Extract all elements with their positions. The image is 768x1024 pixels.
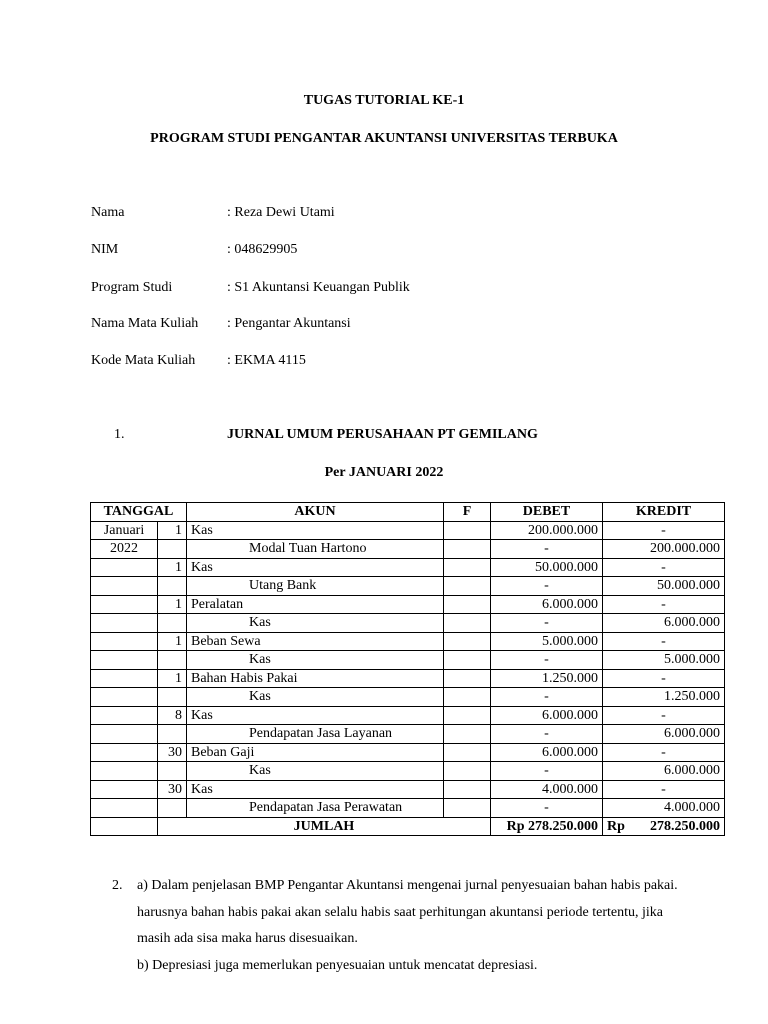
cell-day — [158, 688, 187, 707]
cell-kredit: - — [603, 632, 725, 651]
header-debet: DEBET — [491, 503, 603, 522]
cell-kredit: 4.000.000 — [603, 799, 725, 818]
cell-day: 30 — [158, 780, 187, 799]
cell-day: 1 — [158, 521, 187, 540]
cell-day — [158, 577, 187, 596]
cell-kredit: 5.000.000 — [603, 651, 725, 670]
cell-akun-debit: Kas — [187, 558, 444, 577]
cell-debet: 6.000.000 — [491, 706, 603, 725]
identity-label-nama: Nama — [91, 205, 125, 220]
table-row — [91, 558, 725, 577]
cell-month — [91, 762, 158, 781]
cell-month — [91, 651, 158, 670]
table-row — [91, 595, 725, 614]
identity-value-nama: : Reza Dewi Utami — [227, 205, 335, 220]
cell-f — [444, 688, 491, 707]
total-kredit-value: 278.250.000 — [650, 818, 720, 834]
cell-akun-debit: Bahan Habis Pakai — [187, 669, 444, 688]
cell-debet: - — [491, 762, 603, 781]
cell-f — [444, 595, 491, 614]
cell-akun-debit: Beban Gaji — [187, 743, 444, 762]
cell-akun-debit: Kas — [187, 780, 444, 799]
cell-f — [444, 521, 491, 540]
identity-value-kode: : EKMA 4115 — [227, 353, 306, 368]
total-kredit-prefix: Rp — [607, 818, 625, 834]
cell-f — [444, 540, 491, 559]
cell-debet: 6.000.000 — [491, 743, 603, 762]
cell-day: 1 — [158, 632, 187, 651]
table-row — [91, 799, 725, 818]
cell-month — [91, 632, 158, 651]
cell-month: Januari — [91, 521, 158, 540]
cell-akun-credit: Modal Tuan Hartono — [187, 540, 444, 559]
table-row — [91, 743, 725, 762]
cell-debet: - — [491, 799, 603, 818]
cell-akun-credit: Kas — [187, 762, 444, 781]
cell-kredit: 6.000.000 — [603, 614, 725, 633]
cell-debet: 4.000.000 — [491, 780, 603, 799]
table-header-row — [91, 503, 725, 522]
identity-value-nim: : 048629905 — [227, 242, 298, 257]
cell-f — [444, 706, 491, 725]
cell-debet: - — [491, 540, 603, 559]
section2-number: 2. — [112, 878, 123, 893]
table-row — [91, 540, 725, 559]
cell-debet: - — [491, 725, 603, 744]
cell-debet: - — [491, 651, 603, 670]
cell-month — [91, 799, 158, 818]
cell-f — [444, 780, 491, 799]
cell-kredit: - — [603, 558, 725, 577]
cell-month: 2022 — [91, 540, 158, 559]
cell-f — [444, 632, 491, 651]
header-f: F — [444, 503, 491, 522]
table-total-row — [91, 817, 725, 836]
cell-month — [91, 577, 158, 596]
cell-debet: 5.000.000 — [491, 632, 603, 651]
cell-day: 30 — [158, 743, 187, 762]
cell-day — [158, 799, 187, 818]
cell-akun-credit: Pendapatan Jasa Perawatan — [187, 799, 444, 818]
cell-f — [444, 577, 491, 596]
section2-line-2: harusnya bahan habis pakai akan selalu habis saat perhitungan akuntansi periode tertentu, jika — [137, 905, 663, 920]
cell-day — [158, 540, 187, 559]
section2-line-4: b) Depresiasi juga memerlukan penyesuaian untuk mencatat depresiasi. — [137, 958, 538, 973]
cell-kredit: - — [603, 706, 725, 725]
table-row — [91, 688, 725, 707]
table-row — [91, 706, 725, 725]
cell-total-blank — [91, 817, 158, 836]
document-subtitle: PROGRAM STUDI PENGANTAR AKUNTANSI UNIVERSITAS TERBUKA — [150, 131, 618, 146]
cell-month — [91, 558, 158, 577]
cell-total-label: JUMLAH — [158, 817, 491, 836]
cell-kredit: 200.000.000 — [603, 540, 725, 559]
section1-period: Per JANUARI 2022 — [324, 465, 444, 480]
table-row — [91, 762, 725, 781]
cell-day: 1 — [158, 558, 187, 577]
cell-month — [91, 743, 158, 762]
cell-month — [91, 725, 158, 744]
cell-kredit: 6.000.000 — [603, 725, 725, 744]
cell-month — [91, 595, 158, 614]
cell-total-debet: Rp 278.250.000 — [491, 817, 603, 836]
cell-day — [158, 762, 187, 781]
cell-kredit: - — [603, 780, 725, 799]
header-akun: AKUN — [187, 503, 444, 522]
cell-day — [158, 651, 187, 670]
cell-debet: 200.000.000 — [491, 521, 603, 540]
cell-month — [91, 614, 158, 633]
table-row — [91, 614, 725, 633]
cell-akun-credit: Pendapatan Jasa Layanan — [187, 725, 444, 744]
section2-line-3: masih ada sisa maka harus disesuaikan. — [137, 931, 358, 946]
cell-akun-debit: Beban Sewa — [187, 632, 444, 651]
cell-day — [158, 725, 187, 744]
cell-month — [91, 669, 158, 688]
cell-akun-credit: Utang Bank — [187, 577, 444, 596]
cell-day: 8 — [158, 706, 187, 725]
cell-kredit: - — [603, 743, 725, 762]
table-row — [91, 669, 725, 688]
cell-debet: 6.000.000 — [491, 595, 603, 614]
cell-f — [444, 669, 491, 688]
cell-day: 1 — [158, 595, 187, 614]
table-row — [91, 780, 725, 799]
cell-f — [444, 614, 491, 633]
table-row — [91, 651, 725, 670]
cell-f — [444, 799, 491, 818]
cell-total-kredit — [603, 817, 725, 836]
identity-label-nim: NIM — [91, 242, 119, 257]
cell-debet: - — [491, 614, 603, 633]
cell-debet: - — [491, 577, 603, 596]
cell-kredit: - — [603, 669, 725, 688]
cell-akun-credit: Kas — [187, 688, 444, 707]
journal-table — [90, 502, 725, 836]
cell-akun-credit: Kas — [187, 651, 444, 670]
cell-kredit: 6.000.000 — [603, 762, 725, 781]
table-row — [91, 725, 725, 744]
cell-f — [444, 743, 491, 762]
cell-debet: 1.250.000 — [491, 669, 603, 688]
cell-f — [444, 558, 491, 577]
identity-value-program: : S1 Akuntansi Keuangan Publik — [227, 280, 410, 295]
cell-day — [158, 614, 187, 633]
cell-akun-debit: Peralatan — [187, 595, 444, 614]
table-row — [91, 632, 725, 651]
section1-title: JURNAL UMUM PERUSAHAAN PT GEMILANG — [227, 427, 538, 442]
cell-kredit: 1.250.000 — [603, 688, 725, 707]
cell-month — [91, 780, 158, 799]
cell-day: 1 — [158, 669, 187, 688]
cell-f — [444, 762, 491, 781]
cell-akun-credit: Kas — [187, 614, 444, 633]
identity-label-program: Program Studi — [91, 280, 173, 295]
cell-kredit: 50.000.000 — [603, 577, 725, 596]
identity-label-matkul: Nama Mata Kuliah — [91, 316, 199, 331]
cell-akun-debit: Kas — [187, 521, 444, 540]
cell-debet: 50.000.000 — [491, 558, 603, 577]
cell-kredit: - — [603, 595, 725, 614]
cell-f — [444, 725, 491, 744]
cell-debet: - — [491, 688, 603, 707]
header-tanggal: TANGGAL — [91, 503, 187, 522]
cell-akun-debit: Kas — [187, 706, 444, 725]
identity-label-kode: Kode Mata Kuliah — [91, 353, 196, 368]
identity-value-matkul: : Pengantar Akuntansi — [227, 316, 351, 331]
table-row — [91, 521, 725, 540]
document-title: TUGAS TUTORIAL KE-1 — [303, 93, 465, 108]
cell-kredit: - — [603, 521, 725, 540]
section1-number: 1. — [114, 427, 125, 442]
cell-f — [444, 651, 491, 670]
cell-month — [91, 688, 158, 707]
table-row — [91, 577, 725, 596]
header-kredit: KREDIT — [603, 503, 725, 522]
cell-month — [91, 706, 158, 725]
section2-line-1: a) Dalam penjelasan BMP Pengantar Akuntansi mengenai jurnal penyesuaian bahan habis pakai. — [137, 878, 678, 893]
